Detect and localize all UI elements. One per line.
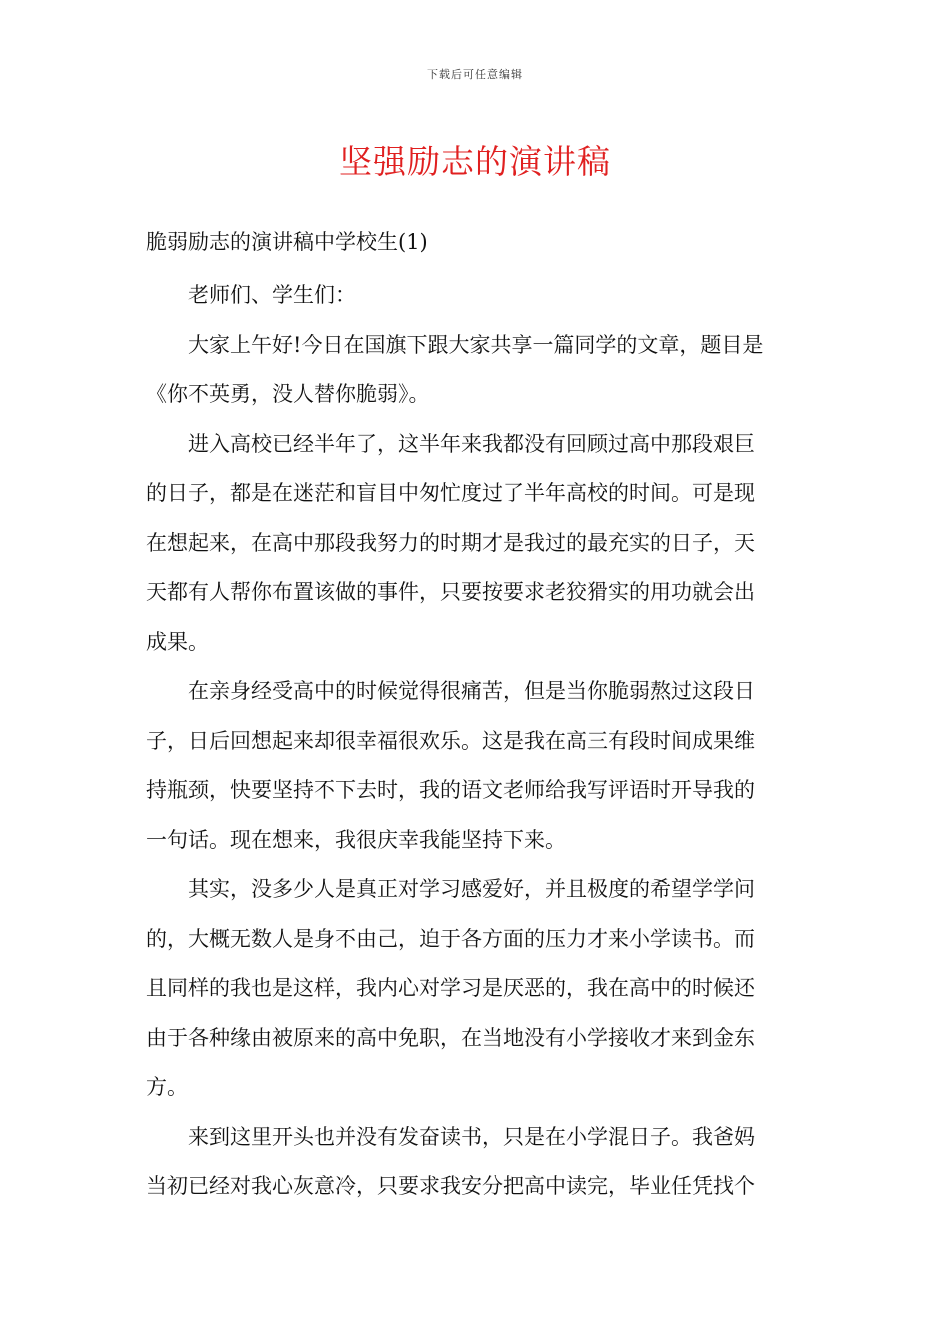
document-title: 坚强励志的演讲稿 <box>339 142 611 181</box>
paragraph <box>146 321 810 420</box>
paragraph <box>146 865 810 1113</box>
text-line: 的日子，都是在迷茫和盲目中匆忙度过了半年高校的时间。可是现 <box>146 481 755 505</box>
text-line: 持瓶颈，快要坚持不下去时，我的语文老师给我写评语时开导我的 <box>146 778 755 802</box>
text-line: 由于各种缘由被原来的高中免职，在当地没有小学接收才来到金东 <box>146 1025 755 1050</box>
paragraph-greeting <box>146 271 810 321</box>
document-subtitle: 脆弱励志的演讲稿中学校生(1) <box>146 230 428 254</box>
text-line: 且同样的我也是这样，我内心对学习是厌恶的，我在高中的时候还 <box>146 976 755 1000</box>
header-note: 下载后可任意编辑 <box>427 68 523 81</box>
text-line: 的，大概无数人是身不由己，迫于各方面的压力才来小学读书。而 <box>146 926 755 951</box>
paragraph <box>146 1113 810 1212</box>
text-line: 成果。 <box>146 629 209 654</box>
document-body <box>146 271 810 1212</box>
text-line: 子，日后回想起来却很幸福很欢乐。这是我在高三有段时间成果维 <box>146 728 755 753</box>
text-line: 《你不英勇，没人替你脆弱》。 <box>146 382 430 406</box>
text-line: 当初已经对我心灰意冷，只要求我安分把高中读完，毕业任凭找个 <box>146 1174 755 1198</box>
text-line: 老师们、学生们： <box>188 283 356 307</box>
text-line: 在想起来，在高中那段我努力的时期才是我过的最充实的日子，天 <box>146 530 755 555</box>
text-line: 大家上午好!今日在国旗下跟大家共享一篇同学的文章，题目是 <box>188 332 764 357</box>
text-line: 在亲身经受高中的时候觉得很痛苦，但是当你脆弱熬过这段日 <box>188 679 755 703</box>
text-line: 其实，没多少人是真正对学习感爱好，并且极度的希望学学问 <box>188 877 755 901</box>
paragraph <box>146 667 810 865</box>
paragraph <box>146 420 810 668</box>
text-line: 方。 <box>146 1075 188 1099</box>
text-line: 一句话。现在想来，我很庆幸我能坚持下来。 <box>146 827 566 852</box>
text-line: 来到这里开头也并没有发奋读书，只是在小学混日子。我爸妈 <box>188 1124 755 1149</box>
text-line: 进入高校已经半年了，这半年来我都没有回顾过高中那段艰巨 <box>188 431 755 456</box>
text-line: 天都有人帮你布置该做的事件，只要按要求老狡猾实的用功就会出 <box>146 580 755 604</box>
